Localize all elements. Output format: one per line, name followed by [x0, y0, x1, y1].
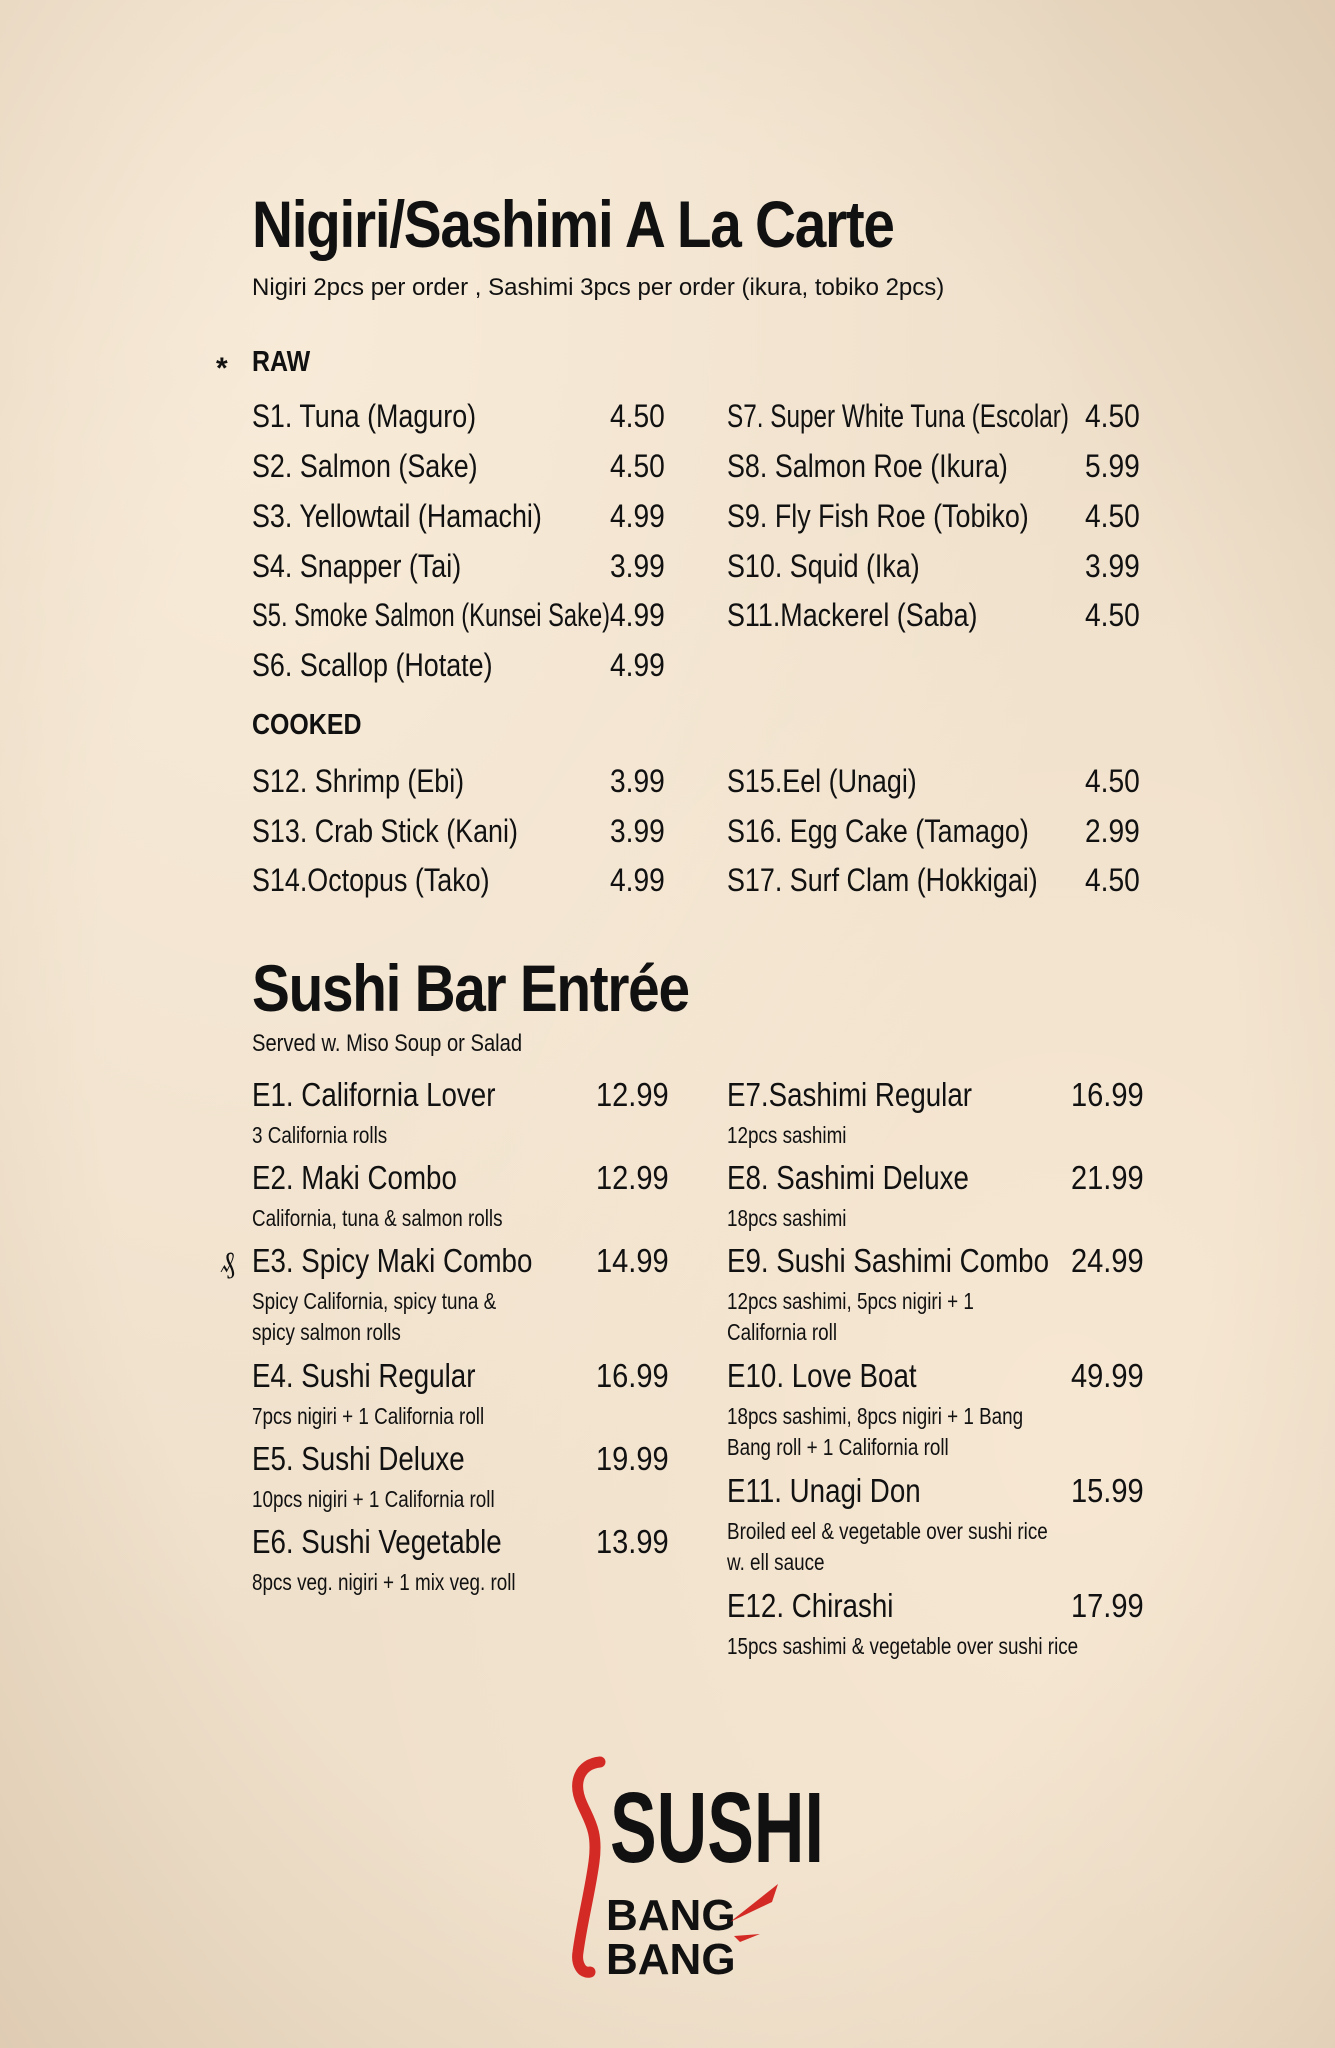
item-name: S4. Snapper (Tai) [252, 548, 462, 584]
menu-item [727, 763, 1207, 807]
item-price: 3.99 [610, 548, 665, 584]
item-price: 2.99 [1085, 813, 1140, 849]
item-price: 4.99 [610, 597, 665, 633]
item-name: S17. Surf Clam (Hokkigai) [727, 862, 1038, 898]
item-desc: California, tuna & salmon rolls [252, 1205, 503, 1231]
menu-item [252, 763, 732, 807]
item-name: E11. Unagi Don [727, 1472, 921, 1509]
logo-line2: BANG [606, 1891, 736, 1940]
item-name: E12. Chirashi [727, 1587, 894, 1624]
logo-line1: SUSHI [610, 1772, 824, 1885]
raw-marker: * [216, 352, 228, 385]
logo-accent-mark [734, 1934, 760, 1942]
menu-item [252, 862, 732, 906]
item-name: E5. Sushi Deluxe [252, 1440, 465, 1477]
item-name: E1. California Lover [252, 1076, 496, 1113]
menu-item [727, 597, 1207, 641]
item-name: E3. Spicy Maki Combo [252, 1242, 533, 1279]
item-price: 12.99 [596, 1159, 669, 1196]
item-name: S10. Squid (Ika) [727, 548, 920, 584]
item-price: 4.99 [610, 862, 665, 898]
item-name: E8. Sashimi Deluxe [727, 1159, 969, 1196]
item-desc: 18pcs sashimi [727, 1205, 847, 1231]
item-name: S13. Crab Stick (Kani) [252, 813, 518, 849]
item-price: 14.99 [596, 1242, 669, 1279]
item-name: S9. Fly Fish Roe (Tobiko) [727, 498, 1029, 534]
item-name: S1. Tuna (Maguro) [252, 398, 477, 434]
item-name: E10. Love Boat [727, 1357, 917, 1394]
item-name: S2. Salmon (Sake) [252, 448, 478, 484]
menu-item [252, 398, 732, 442]
item-price: 3.99 [610, 813, 665, 849]
menu-item [252, 813, 732, 857]
item-price: 16.99 [1071, 1076, 1144, 1113]
item-price: 5.99 [1085, 448, 1140, 484]
menu-item [727, 498, 1207, 542]
item-price: 17.99 [1071, 1587, 1144, 1624]
menu-item [727, 813, 1207, 857]
item-name: S12. Shrimp (Ebi) [252, 763, 465, 799]
item-price: 4.99 [610, 498, 665, 534]
item-desc: 18pcs sashimi, 8pcs nigiri + 1 Bang Bang roll + 1 California roll [727, 1403, 1024, 1460]
item-name: S14.Octopus (Tako) [252, 862, 490, 898]
item-desc: Broiled eel & vegetable over sushi rice w. ell sauce [727, 1518, 1048, 1575]
item-price: 4.50 [1085, 398, 1140, 434]
item-desc: 3 California rolls [252, 1122, 388, 1148]
item-price: 16.99 [596, 1357, 669, 1394]
item-name: S5. Smoke Salmon (Kunsei Sake) [252, 597, 610, 633]
menu-item [252, 647, 732, 691]
spicy-icon: ₰ [220, 1245, 235, 1280]
item-name: E2. Maki Combo [252, 1159, 457, 1196]
item-price: 12.99 [596, 1076, 669, 1113]
item-desc: 12pcs sashimi, 5pcs nigiri + 1 California roll [727, 1288, 974, 1345]
item-price: 4.50 [610, 448, 665, 484]
item-name: S15.Eel (Unagi) [727, 763, 917, 799]
item-desc: 7pcs nigiri + 1 California roll [252, 1403, 485, 1429]
item-desc: Spicy California, spicy tuna & spicy salmon rolls [252, 1288, 497, 1345]
entree-title: Sushi Bar Entrée [252, 951, 689, 1025]
item-name: E6. Sushi Vegetable [252, 1523, 502, 1560]
menu-item [252, 448, 732, 492]
item-price: 3.99 [1085, 548, 1140, 584]
logo-accent-mark [730, 1884, 778, 1922]
entree-subtitle: Served w. Miso Soup or Salad [252, 1030, 523, 1057]
item-name: S8. Salmon Roe (Ikura) [727, 448, 1008, 484]
item-name: E4. Sushi Regular [252, 1357, 476, 1394]
menu-item [727, 862, 1207, 906]
logo-line3: BANG [606, 1935, 736, 1984]
item-price: 4.50 [610, 398, 665, 434]
item-price: 4.50 [1085, 862, 1140, 898]
item-price: 4.50 [1085, 498, 1140, 534]
carte-subtitle: Nigiri 2pcs per order , Sashimi 3pcs per order (ikura, tobiko 2pcs) [252, 274, 945, 301]
item-price: 15.99 [1071, 1472, 1144, 1509]
item-name: S3. Yellowtail (Hamachi) [252, 498, 542, 534]
item-name: E9. Sushi Sashimi Combo [727, 1242, 1050, 1279]
item-desc: 15pcs sashimi & vegetable over sushi rice [727, 1633, 1079, 1659]
carte-title: Nigiri/Sashimi A La Carte [252, 187, 894, 261]
menu-item [727, 548, 1207, 592]
menu-item [252, 498, 732, 542]
logo-s-stroke [578, 1762, 600, 1972]
item-price: 4.50 [1085, 597, 1140, 633]
item-price: 19.99 [596, 1440, 669, 1477]
item-desc: 12pcs sashimi [727, 1122, 847, 1148]
item-price: 4.99 [610, 647, 665, 683]
item-price: 4.50 [1085, 763, 1140, 799]
raw-heading: RAW [252, 346, 311, 378]
menu-item [252, 597, 732, 641]
menu-item [727, 448, 1207, 492]
item-name: S11.Mackerel (Saba) [727, 597, 978, 633]
item-price: 13.99 [596, 1523, 669, 1560]
item-desc: 10pcs nigiri + 1 California roll [252, 1486, 495, 1512]
item-name: S6. Scallop (Hotate) [252, 647, 493, 683]
item-price: 3.99 [610, 763, 665, 799]
menu-item [727, 398, 1207, 442]
item-name: S7. Super White Tuna (Escolar) [727, 398, 1069, 434]
item-price: 49.99 [1071, 1357, 1144, 1394]
item-name: E7.Sashimi Regular [727, 1076, 972, 1113]
item-price: 24.99 [1071, 1242, 1144, 1279]
menu-item [252, 548, 732, 592]
item-name: S16. Egg Cake (Tamago) [727, 813, 1029, 849]
cooked-heading: COOKED [252, 709, 362, 741]
item-desc: 8pcs veg. nigiri + 1 mix veg. roll [252, 1569, 516, 1595]
sushi-bang-bang-logo [560, 1752, 824, 1984]
item-price: 21.99 [1071, 1159, 1144, 1196]
